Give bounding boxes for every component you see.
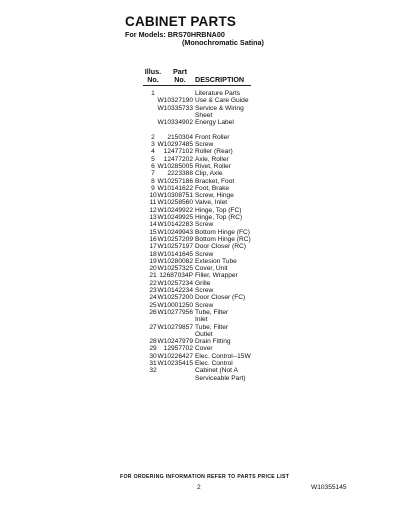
table-row: [0, 324, 400, 331]
illus-number: 28: [149, 338, 157, 346]
table-row: [0, 170, 400, 177]
column-header-part: Part: [173, 67, 187, 76]
part-description: Elec. Control: [195, 359, 233, 367]
illus-number: 29: [149, 345, 157, 353]
illus-number: 6: [151, 162, 155, 170]
part-number: 2150304: [167, 133, 193, 141]
table-row: [0, 338, 400, 345]
illus-number: 12: [149, 206, 157, 214]
part-number: W10257325: [157, 265, 193, 273]
part-description: Extesion Tube: [195, 257, 237, 265]
part-description: Front Roller: [195, 133, 230, 141]
illus-number: 9: [151, 184, 155, 192]
table-row: [0, 309, 400, 316]
table-row: [0, 302, 400, 309]
part-number: W10257200: [157, 294, 193, 302]
illus-number: 22: [149, 279, 157, 287]
part-number: W10297485: [157, 141, 193, 149]
table-row: [0, 221, 400, 228]
table-row: [0, 207, 400, 214]
table-row: [0, 236, 400, 243]
part-description: Hinge, Top (FC): [195, 206, 242, 214]
table-row: [0, 251, 400, 258]
part-number: W10335733: [157, 104, 193, 112]
part-number: W10247979: [157, 338, 193, 346]
part-description: Door Closer (FC): [195, 294, 246, 302]
part-number: W10258560: [157, 199, 193, 207]
part-description: Tube, Filter: [195, 323, 229, 331]
table-row: [0, 134, 400, 141]
table-row: [0, 156, 400, 163]
illus-number: 21: [149, 272, 157, 280]
illus-number: 23: [149, 287, 157, 295]
part-description: Service & Wiring: [195, 104, 244, 112]
part-description: Axle, Roller: [195, 155, 229, 163]
part-number: W10249925: [157, 214, 193, 222]
part-description: Sheet: [195, 111, 213, 119]
illus-number: 15: [149, 228, 157, 236]
part-description: Bottom Hinge (FC): [195, 228, 250, 236]
column-header-illus: Illus.: [144, 67, 162, 76]
illus-number: 3: [151, 141, 155, 149]
part-description: Cabinet (Not A: [195, 367, 238, 375]
illus-number: 30: [149, 352, 157, 360]
part-number: W10257186: [157, 177, 193, 185]
part-description: Energy Label: [195, 119, 234, 127]
part-number: W10334902: [157, 119, 193, 127]
part-description: Clip, Axle: [195, 170, 223, 178]
part-number: W10141622: [157, 184, 193, 192]
table-row: [0, 353, 400, 360]
table-row: [0, 280, 400, 287]
illus-number: 8: [151, 177, 155, 185]
part-description: Bottom Hinge (RC): [195, 235, 251, 243]
part-description: Bracket, Foot: [195, 177, 235, 185]
part-number: W10279857: [157, 323, 193, 331]
finish-line: (Monochromatic Satina): [182, 38, 264, 47]
models-line: For Models: BRS70HRBNA00: [125, 30, 225, 39]
table-row: [0, 178, 400, 185]
column-header-part-no: No.: [174, 75, 186, 84]
illus-number: 5: [151, 155, 155, 163]
table-row: [0, 199, 400, 206]
header-divider: [143, 85, 251, 86]
part-description: Hinge, Top (RC): [195, 214, 243, 222]
illus-number: 14: [149, 221, 157, 229]
part-number: W10327190: [157, 97, 193, 105]
part-description: Inlet: [195, 316, 208, 324]
part-description: Screw: [195, 141, 214, 149]
table-row: [0, 375, 400, 382]
part-number: W10249922: [157, 206, 193, 214]
part-description: Screw: [195, 250, 214, 258]
illus-number: 13: [149, 214, 157, 222]
table-row: [0, 148, 400, 155]
part-number: W10285005: [157, 162, 193, 170]
table-row: [0, 119, 400, 126]
part-number: 2223388: [167, 170, 193, 178]
part-description: Door Closer (RC): [195, 243, 246, 251]
illus-number: 19: [149, 257, 157, 265]
illus-number: 25: [149, 301, 157, 309]
part-number: W10257197: [157, 243, 193, 251]
part-description: Tube, Filter: [195, 308, 229, 316]
part-number: 12477102: [163, 148, 193, 156]
table-row: [0, 345, 400, 352]
part-number: W10277956: [157, 308, 193, 316]
part-number: 12957702: [163, 345, 193, 353]
illus-number: 31: [149, 359, 157, 367]
part-description: Screw: [195, 221, 214, 229]
table-row: [0, 265, 400, 272]
table-row: [0, 163, 400, 170]
document-number: W10355145: [311, 484, 347, 491]
part-description: Cover, Unit: [195, 265, 228, 273]
page-number: 2: [197, 484, 201, 491]
illus-number: 10: [149, 192, 157, 200]
part-number: W10142234: [157, 287, 193, 295]
part-description: Literature Parts: [195, 90, 241, 97]
part-number: W10235415: [157, 359, 193, 367]
table-row: [0, 214, 400, 221]
illus-number: 2: [151, 133, 155, 141]
table-row: [0, 243, 400, 250]
part-number: W10257234: [157, 279, 193, 287]
illus-number: 26: [149, 308, 157, 316]
part-description: Screw, Hinge: [195, 192, 234, 200]
part-description: Screw: [195, 301, 214, 309]
table-row: [0, 287, 400, 294]
illus-number: 17: [149, 243, 157, 251]
table-row: [0, 112, 400, 119]
part-number: 12687034P: [159, 272, 193, 280]
part-description: Roller (Rear): [195, 148, 233, 156]
page-title: CABINET PARTS: [125, 14, 237, 29]
ordering-note: FOR ORDERING INFORMATION REFER TO PARTS PRICE LIST: [120, 474, 290, 480]
part-number: W10001250: [157, 301, 193, 309]
illus-number: 7: [151, 170, 155, 178]
part-number: 12477202: [163, 155, 193, 163]
table-row: [0, 105, 400, 112]
illus-number: 24: [149, 294, 157, 302]
part-description: Outlet: [195, 330, 213, 338]
illus-number: 1: [151, 90, 155, 97]
part-description: Elec. Control--15W: [195, 352, 251, 360]
part-description: Drain Fitting: [195, 338, 231, 346]
illus-number: 4: [151, 148, 155, 156]
table-row: [0, 90, 400, 97]
table-row: [0, 185, 400, 192]
part-description: Filler, Wrapper: [195, 272, 238, 280]
table-row: [0, 141, 400, 148]
table-row: [0, 229, 400, 236]
part-description: Use & Care Guide: [195, 97, 249, 105]
part-description: Screw: [195, 287, 214, 295]
illus-number: 20: [149, 265, 157, 273]
part-number: W10280082: [157, 257, 193, 265]
table-row: [0, 316, 400, 323]
illus-number: 11: [149, 199, 157, 207]
part-number: W10226427: [157, 352, 193, 360]
table-row: [0, 294, 400, 301]
column-header-description: DESCRIPTION: [195, 75, 245, 84]
illus-number: 27: [149, 323, 157, 331]
table-row: [0, 367, 400, 374]
table-row: [0, 360, 400, 367]
table-row: [0, 272, 400, 279]
part-number: W10249943: [157, 228, 193, 236]
part-description: Cover: [195, 345, 213, 353]
illus-number: 18: [149, 250, 157, 258]
table-row: [0, 258, 400, 265]
part-description: Rivet, Roller: [195, 162, 231, 170]
table-row: [0, 331, 400, 338]
column-header-illus-no: No.: [147, 75, 159, 84]
parts-table: [0, 90, 400, 382]
part-number: W10308751: [157, 192, 193, 200]
part-number: W10142283: [157, 221, 193, 229]
table-row: [0, 192, 400, 199]
table-row: [0, 126, 400, 133]
part-number: W10141645: [157, 250, 193, 258]
table-row: [0, 97, 400, 104]
illus-number: 16: [149, 235, 157, 243]
illus-number: 32: [149, 367, 157, 375]
part-description: Serviceable Part): [195, 374, 246, 382]
part-description: Valve, Inlet: [195, 199, 228, 207]
part-description: Foot, Brake: [195, 184, 230, 192]
part-number: W10257209: [157, 235, 193, 243]
part-description: Grille: [195, 279, 211, 287]
